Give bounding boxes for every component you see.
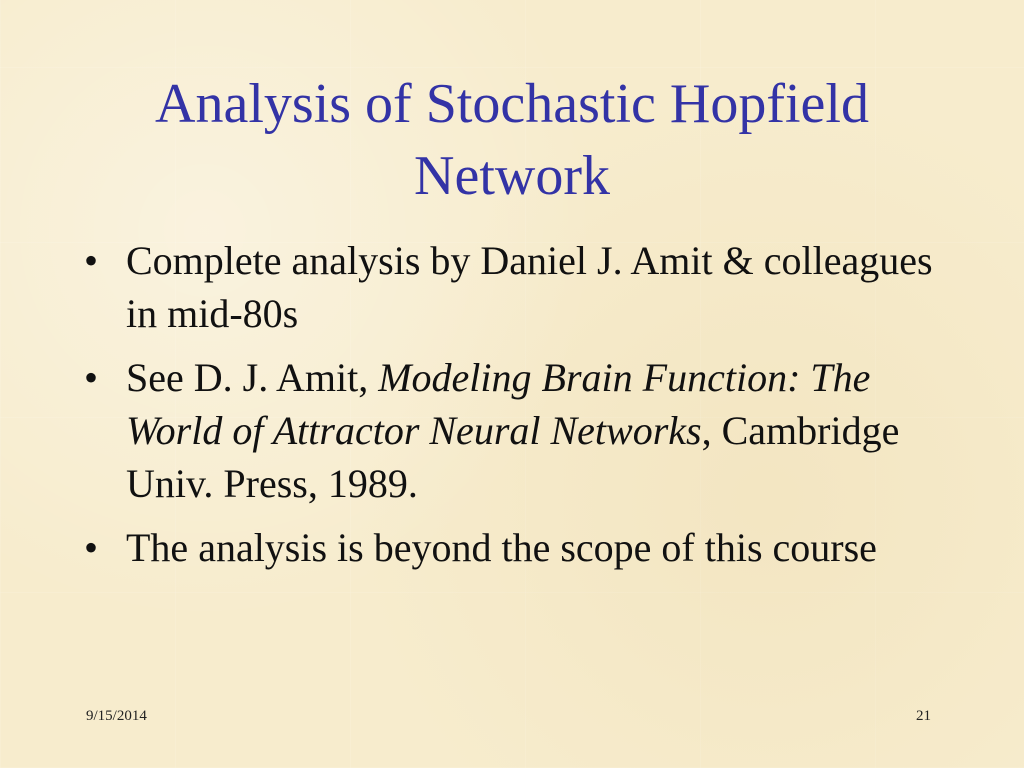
- slide-title: [60, 68, 964, 212]
- bullet-marker: •: [84, 238, 99, 283]
- bullet-text-2-prefix: See D. J. Amit,: [126, 355, 379, 400]
- bullet-marker: •: [84, 355, 99, 400]
- bullet-marker: •: [84, 525, 99, 570]
- slide-title-line-2: Network: [414, 145, 610, 207]
- bullet-text-1: Complete analysis by Daniel J. Amit & colleagues in mid-80s: [126, 238, 933, 336]
- page-number: 21: [916, 708, 931, 724]
- bullet-list: [82, 234, 942, 585]
- bullet-item-1: [82, 234, 942, 340]
- bullet-text-3: The analysis is beyond the scope of this course: [126, 525, 877, 570]
- footer-date: 9/15/2014: [86, 708, 147, 724]
- bullet-item-3: [82, 521, 942, 574]
- book-title: Modeling Brain Function: The World of Attractor Neural Networks: [126, 355, 871, 453]
- bullet-item-2: [82, 351, 942, 510]
- slide-title-line-1: Analysis of Stochastic Hopfield: [155, 73, 869, 135]
- bullet-text-2-suffix: , Cambridge Univ. Press, 1989.: [126, 408, 900, 506]
